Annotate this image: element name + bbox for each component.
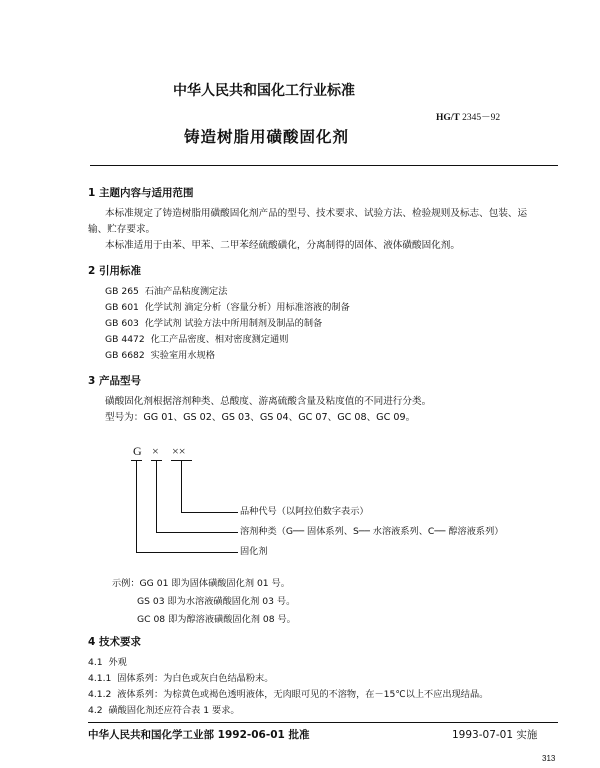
label-variety-code: 品种代号（以阿拉伯数字表示）: [240, 506, 369, 517]
document-title: 铸造树脂用磺酸固化剂: [184, 128, 350, 146]
requirement-item: 4.1 外观: [88, 657, 127, 668]
example-line: GS 03 即为水溶液磺酸固化剂 03 号。: [137, 596, 296, 607]
reference-item: GB 265 石油产品粘度测定法: [105, 286, 228, 297]
standard-code-prefix: HG/T: [436, 113, 460, 123]
connector-cure-h: [136, 552, 238, 553]
section-2-heading: 2 引用标准: [88, 265, 141, 277]
example-line: 示例：GG 01 即为固体磺酸固化剂 01 号。: [112, 578, 290, 589]
label-solvent-type: 溶剂种类（G── 固体系列、S── 水溶液系列、C── 醇溶液系列）: [240, 526, 504, 537]
footer-approval: 中华人民共和国化学工业部 1992-06-01 批准: [88, 729, 310, 741]
reference-item: GB 603 化学试剂 试验方法中所用制剂及制品的制备: [105, 318, 323, 329]
reference-item: GB 601 化学试剂 滴定分析（容量分析）用标准溶液的制备: [105, 302, 350, 313]
requirement-item: 4.1.2 液体系列：为棕黄色或褐色透明液体，无肉眼可见的不溶物，在－15℃以上不应出现结晶。: [88, 689, 489, 700]
reference-item: GB 4472 化工产品密度、相对密度测定通则: [105, 334, 289, 345]
footer-effective-date: 1993-07-01 实施: [452, 729, 538, 741]
diagram-symbol-x: ×: [152, 444, 159, 458]
footer-rule: [88, 722, 558, 723]
connector-code-h: [181, 512, 238, 513]
page-number: 313: [542, 754, 556, 763]
requirement-item: 4.1.1 固体系列：为白色或灰白色结晶粉末。: [88, 673, 274, 684]
diagram-symbol-xx: ××: [172, 444, 186, 458]
standard-code-number: 2345－92: [462, 113, 501, 123]
connector-cure: [136, 461, 137, 553]
section-1-heading: 1 主题内容与适用范围: [88, 187, 194, 199]
standard-org-heading: 中华人民共和国化工行业标准: [173, 83, 355, 99]
connector-solvent-h: [156, 532, 238, 533]
section-1-para-2: 本标准适用于由苯、甲苯、二甲苯经硫酸磺化，分离制得的固体、液体磺酸固化剂。: [105, 240, 460, 251]
connector-solvent: [156, 461, 157, 533]
section-3-para-1: 磺酸固化剂根据溶剂种类、总酸度、游离硫酸含量及粘度值的不同进行分类。: [105, 396, 432, 407]
requirement-item: 4.2 磺酸固化剂还应符合表 1 要求。: [88, 705, 240, 716]
standard-code: [436, 109, 500, 123]
section-1-para-1a: 本标准规定了铸造树脂用磺酸固化剂产品的型号、技术要求、试验方法、检验规则及标志、包装、运: [105, 208, 528, 219]
diagram-letter-g: G: [133, 444, 142, 458]
header-rule: [90, 165, 558, 166]
label-curing-agent: 固化剂: [240, 546, 268, 557]
section-4-heading: 4 技术要求: [88, 636, 141, 648]
reference-item: GB 6682 实验室用水规格: [105, 350, 215, 361]
section-1-para-1b: 输、贮存要求。: [88, 224, 156, 235]
example-line: GC 08 即为醇溶液磺酸固化剂 08 号。: [137, 614, 296, 625]
section-3-para-2: 型号为：GG 01、GS 02、GS 03、GS 04、GC 07、GC 08、GC 09。: [105, 412, 416, 423]
section-3-heading: 3 产品型号: [88, 375, 141, 387]
connector-code: [181, 461, 182, 513]
